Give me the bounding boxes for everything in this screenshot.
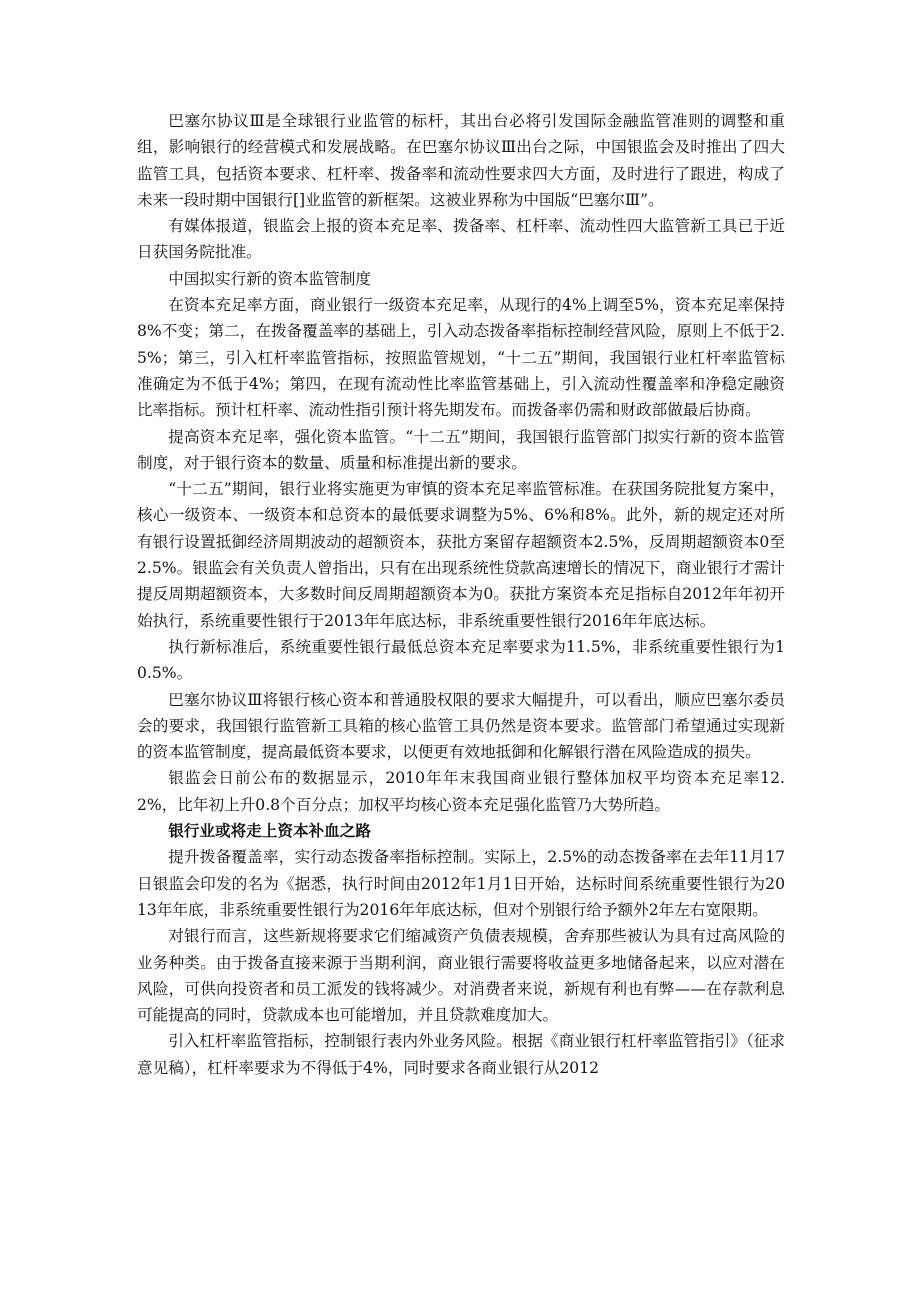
section-heading-capital-replenish: 银行业或将走上资本补血之路 [168, 821, 371, 841]
paragraph-capital-adequacy: 在资本充足率方面，商业银行一级资本充足率，从现行的4%上调至5%，资本充足率保持8%不变；第二，在拨备覆盖率的基础上，引入动态拨备率指标控制经营风险，原则上不低于2.5%；第三，引入杠杆率监管指标，按照监管规划，“十二五”期间，我国银行业杠杆率监管标准确定为不低于4%；第四，在现有流动性比率监管基础上，引入流动性覆盖率和净稳定融资比率指标。预计杠杆率、流动性指引预计将先期发布。而拨备率仍需和财政部做最后协商。 [137, 296, 785, 420]
paragraph-subheading-capital-regime: 中国拟实行新的资本监管制度 [168, 269, 371, 288]
paragraph-cbrc-data: 银监会日前公布的数据显示，2010年年末我国商业银行整体加权平均资本充足率12.2%，比年初上升0.8个百分点；加权平均核心资本充足强化监管乃大势所趋。 [137, 769, 785, 814]
paragraph-leverage-ratio: 引入杠杆率监管指标，控制银行表内外业务风险。根据《商业银行杠杆率监管指引》（征求意见稿），杠杆率要求为不得低于4%，同时要求各商业银行从2012 [137, 1032, 785, 1077]
document-body [137, 108, 785, 1081]
paragraph-new-standard: 执行新标准后，系统重要性银行最低总资本充足率要求为11.5%，非系统重要性银行为10.5%。 [137, 637, 785, 683]
paragraph-bank-impact: 对银行而言，这些新规将要求它们缩减资产负债表规模，舍弃那些被认为具有过高风险的业务种类。由于拨备直接来源于当期利润，商业银行需要将收益更多地储备起来，以应对潜在风险，可供向投资者和员工派发的钱将减少。对消费者来说，新规有利也有弊——在存款利息可能提高的同时，贷款成本也可能增加，并且贷款难度加大。 [137, 927, 785, 1025]
paragraph-provision-ratio: 提升拨备覆盖率，实行动态拨备率指标控制。实际上，2.5%的动态拨备率在去年11月17日银监会印发的名为《据悉，执行时间由2012年1月1日开始，达标时间系统重要性银行为2013年年底，非系统重要性银行为2016年年底达标，但对个别银行给予额外2年左右宽限期。 [137, 848, 785, 919]
paragraph-raise-capital-ratio: 提高资本充足率，强化资本监管。“十二五”期间，我国银行监管部门拟实行新的资本监管制度，对于银行资本的数量、质量和标准提出新的要求。 [137, 427, 785, 472]
paragraph-basel-intro: 巴塞尔协议Ⅲ是全球银行业监管的标杆，其出台必将引发国际金融监管准则的调整和重组，影响银行的经营模式和发展战略。在巴塞尔协议Ⅲ出台之际，中国银监会及时推出了四大监管工具，包括资本要求、杠杆率、拨备率和流动性要求四大方面，及时进行了跟进，构成了未来一段时期中国银行[]业监管的新框架。这被业界称为中国版“巴塞尔Ⅲ”。 [137, 112, 785, 209]
paragraph-core-capital: 巴塞尔协议Ⅲ将银行核心资本和普通股权限的要求大幅提升，可以看出，顺应巴塞尔委员会的要求，我国银行监管新工具箱的核心监管工具仍然是资本要求。监管部门希望通过实现新的资本监管制度，提高最低资本要求，以便更有效地抵御和化解银行潜在风险造成的损失。 [137, 690, 785, 762]
paragraph-media-report: 有媒体报道，银监会上报的资本充足率、拨备率、杠杆率、流动性四大监管新工具已于近日获国务院批准。 [137, 217, 785, 262]
paragraph-five-year-plan: “十二五”期间，银行业将实施更为审慎的资本充足率监管标准。在获国务院批复方案中，核心一级资本、一级资本和总资本的最低要求调整为5%、6%和8%。此外，新的规定还对所有银行设置抵御经济周期波动的超额资本，获批方案留存超额资本2.5%，反周期超额资本0至2.5%。银监会有关负责人曾指出，只有在出现系统性贷款高速增长的情况下，商业银行才需计提反周期超额资本，大多数时间反周期超额资本为0。获批方案资本充足指标自2012年年初开始执行，系统重要性银行于2013年年底达标，非系统重要性银行2016年年底达标。 [137, 480, 785, 630]
